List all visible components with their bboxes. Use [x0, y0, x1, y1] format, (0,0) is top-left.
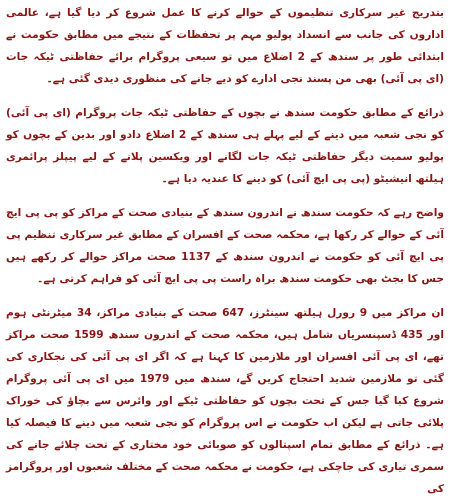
article-paragraph-2: ذرائع کے مطابق حکومت سندھ نے بچوں کے حفاظتی ٹیکہ جات پروگرام (ای پی آئی) کو نجی شعبہ میں دینے کے لیے پہلے ہی سندھ کے 2 اضلاع دادو اور بدین کے بچوں کو پولیو سمیت دیگر حفاظتی ٹیکہ جات لگانے اور ویکسین پلانے کے لیے پیپلز پرائمری ہیلتھ انیشیٹو (پی پی ایچ آئی) کو دینے کا عندیہ دیا ہے۔: [6, 107, 444, 185]
article-paragraph-3: واضح رہے کہ حکومت سندھ نے اندرون سندھ کے بنیادی صحت کے مراکز کو پی پی ایچ آئی کے حوالے کر رکھا ہے، محکمہ صحت کے افسران کے مطابق غیر سرکاری تنظیم پی پی ایچ آئی کو حکومت نے اندرون سندھ کے 1137 صحت مراکز حوالے کر رکھے ہیں جس کا بجٹ بھی حکومت سندھ براہ راست پی پی ایچ آئی کو فراہم کرتی ہے۔: [6, 207, 444, 285]
article-paragraph-4: ان مراکز میں 9 رورل ہیلتھ سینٹرز، 647 صحت کے بنیادی مراکز، 34 میٹرنٹی ہوم اور 435 ڈسپنسریاں شامل ہیں، محکمہ صحت کے اندرون سندھ 1599 صحت مراکز تھے، ای پی آئی افسران اور ملازمین کا کہنا ہے کہ اگر ای پی آئی کی نجکاری کی گئی تو ملازمین شدید احتجاج کریں گے، سندھ میں 1979 میں ای پی آئی پروگرام شروع کیا گیا جس کے تحت بچوں کو حفاظتی ٹیکے اور وائرس سے بچاؤ کی خوراک پلائی جاتی ہے لیکن اب حکومت نے اس پروگرام کو نجی شعبہ میں دینے کا فیصلہ کیا ہے۔ ذرائع کے مطابق تمام اسپتالوں کو صوبائی خود مختاری کے تحت چلائے جانے کی سمری تیاری کی جاچکی ہے، حکومت نے محکمہ صحت کے مختلف شعبوں اور پروگرامز کی: [6, 307, 445, 495]
article-paragraph-1: بتدریج غیر سرکاری تنظیموں کے حوالے کرنے کا عمل شروع کر دیا گیا ہے، عالمی اداروں کی جانب سے انسداد پولیو مہم پر تحفظات کے نتیجے میں مطابق حکومت نے ابتدائی طور پر سندھ کے 2 اضلاع میں تو سیعی پروگرام برائے حفاظتی ٹیکہ جات (ای پی آئی) بھی من پسند نجی ادارے کو دیے جانے کی منظوری دیدی گئی ہے۔: [6, 7, 444, 85]
